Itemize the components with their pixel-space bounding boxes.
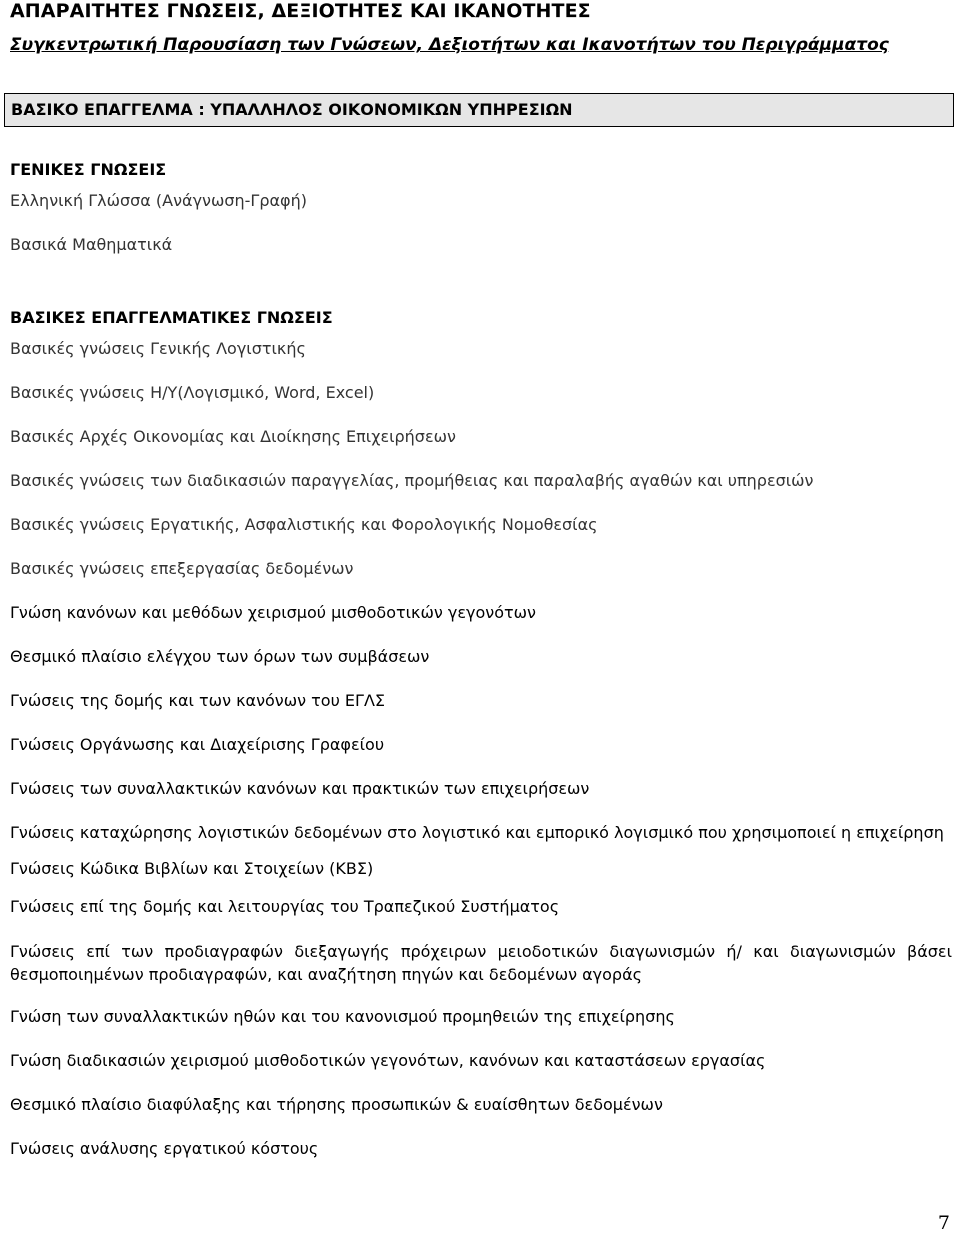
list-item: Βασικές Αρχές Οικονομίας και Διοίκησης Επιχειρήσεων (10, 427, 456, 446)
list-item: Γνώσεις Κώδικα Βιβλίων και Στοιχείων (ΚΒΣ) (10, 859, 374, 878)
list-item: Γνώσεις επί των προδιαγραφών διεξαγωγής πρόχειρων μειοδοτικών διαγωνισμών ή/ και διαγωνισμών βάσει θεσμοποιημένων προδιαγραφών, και αναζήτηση πηγών και δεδομένων αγοράς (10, 942, 952, 984)
list-item: Γνώσεις καταχώρησης λογιστικών δεδομένων στο λογιστικό και εμπορικό λογισμικό που χρησιμοποιεί η επιχείρηση (10, 823, 944, 842)
general-knowledge-heading: ΓΕΝΙΚΕΣ ΓΝΩΣΕΙΣ (10, 160, 167, 179)
list-item: Γνώσεις επί της δομής και λειτουργίας του Τραπεζικού Συστήματος (10, 897, 560, 916)
list-item: Βασικά Μαθηματικά (10, 235, 173, 254)
list-item: Γνώση των συναλλακτικών ηθών και του κανονισμού προμηθειών της επιχείρησης (10, 1007, 675, 1026)
profession-box (4, 93, 954, 127)
list-item: Βασικές γνώσεις Γενικής Λογιστικής (10, 339, 306, 358)
list-item: Γνώση διαδικασιών χειρισμού μισθοδοτικών γεγονότων, κανόνων και καταστάσεων εργασίας (10, 1051, 766, 1070)
list-item: Βασικές γνώσεις Εργατικής, Ασφαλιστικής και Φορολογικής Νομοθεσίας (10, 515, 598, 534)
list-item: Γνώσεις Οργάνωσης και Διαχείρισης Γραφείου (10, 735, 385, 754)
list-item: Θεσμικό πλαίσιο διαφύλαξης και τήρησης προσωπικών & ευαίσθητων δεδομένων (10, 1095, 663, 1114)
list-item: Βασικές γνώσεις Η/Υ(Λογισμικό, Word, Excel) (10, 383, 375, 402)
list-item: Βασικές γνώσεις επεξεργασίας δεδομένων (10, 559, 354, 578)
list-item: Γνώσεις ανάλυσης εργατικού κόστους (10, 1139, 319, 1158)
list-item: Γνώση κανόνων και μεθόδων χειρισμού μισθοδοτικών γεγονότων (10, 603, 536, 622)
profession-label: ΒΑΣΙΚΟ ΕΠΑΓΓΕΛΜΑ : ΥΠΑΛΛΗΛΟΣ ΟΙΚΟΝΟΜΙΚΩΝ ΥΠΗΡΕΣΙΩΝ (11, 100, 573, 119)
page-subtitle: Συγκεντρωτική Παρουσίαση των Γνώσεων, Δεξιοτήτων και Ικανοτήτων του Περιγράμματος (10, 35, 889, 55)
page-title: ΑΠΑΡΑΙΤΗΤΕΣ ΓΝΩΣΕΙΣ, ΔΕΞΙΟΤΗΤΕΣ ΚΑΙ ΙΚΑΝΟΤΗΤΕΣ (10, 0, 591, 22)
professional-knowledge-heading: ΒΑΣΙΚΕΣ ΕΠΑΓΓΕΛΜΑΤΙΚΕΣ ΓΝΩΣΕΙΣ (10, 308, 333, 327)
list-item: Γνώσεις των συναλλακτικών κανόνων και πρακτικών των επιχειρήσεων (10, 779, 590, 798)
page-number: 7 (937, 1212, 950, 1234)
list-item: Θεσμικό πλαίσιο ελέγχου των όρων των συμβάσεων (10, 647, 430, 666)
list-item: Ελληνική Γλώσσα (Ανάγνωση-Γραφή) (10, 191, 307, 210)
list-item: Γνώσεις της δομής και των κανόνων του ΕΓΛΣ (10, 691, 385, 710)
list-item: Βασικές γνώσεις των διαδικασιών παραγγελίας, προμήθειας και παραλαβής αγαθών και υπηρεσιών (10, 471, 814, 490)
